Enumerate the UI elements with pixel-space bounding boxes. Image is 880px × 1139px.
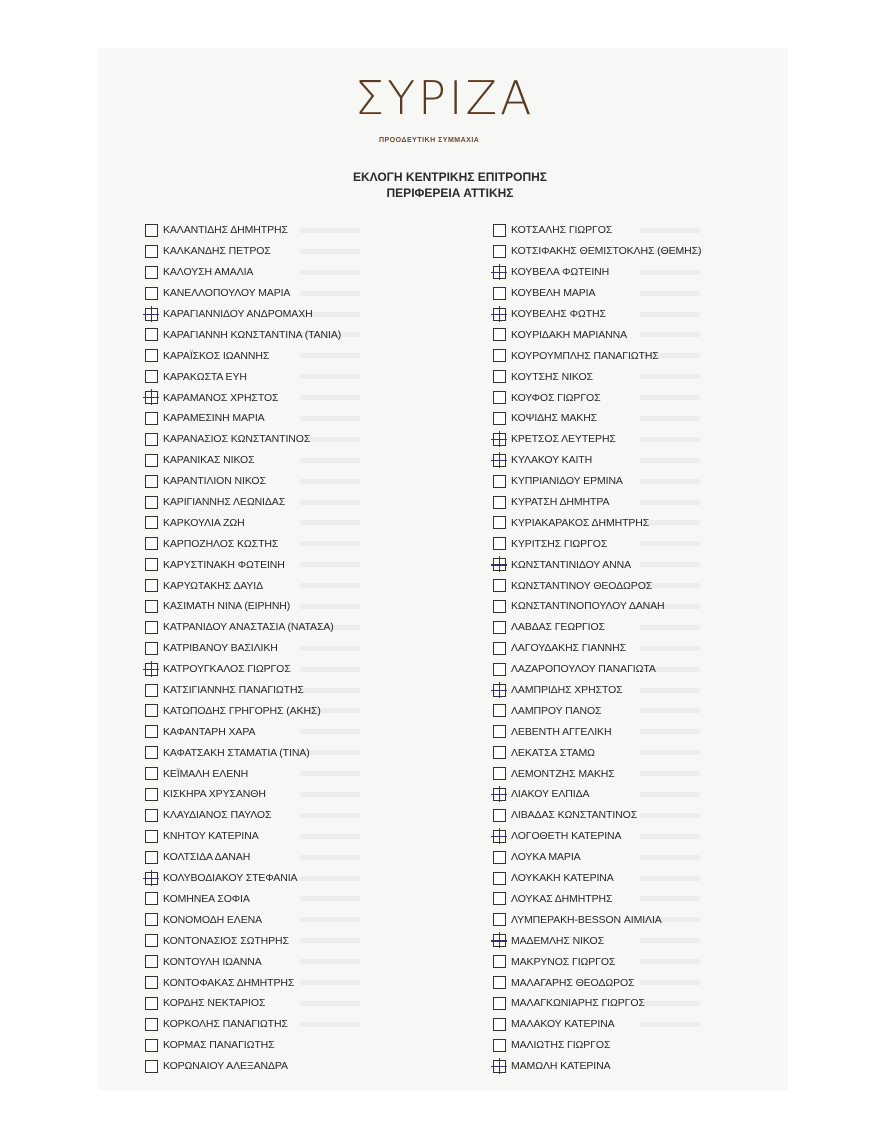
candidate-checkbox[interactable] — [145, 976, 158, 989]
candidate-row[interactable] — [145, 826, 341, 847]
candidate-checkbox[interactable] — [145, 621, 158, 634]
candidate-row[interactable] — [493, 763, 701, 784]
candidate-name: ΚΑΤΡΑΝΙΔΟΥ ΑΝΑΣΤΑΣΙΑ (ΝΑΤΑΣΑ) — [163, 621, 334, 634]
candidate-name: ΚΕΪΜΑΛΗ ΕΛΕΝΗ — [163, 767, 249, 780]
candidate-name: ΛΕΜΟΝΤΖΗΣ ΜΑΚΗΣ — [511, 767, 615, 780]
candidate-checkbox[interactable] — [145, 454, 158, 467]
candidate-row[interactable] — [493, 471, 701, 492]
candidate-checkbox[interactable] — [493, 370, 506, 383]
candidate-list-right — [493, 220, 701, 1077]
candidate-row[interactable] — [493, 659, 701, 680]
candidate-checkbox[interactable] — [493, 809, 506, 822]
candidate-checkbox[interactable] — [145, 287, 158, 300]
candidate-row[interactable] — [493, 408, 701, 429]
candidate-row[interactable] — [493, 742, 701, 763]
candidate-row[interactable] — [145, 721, 341, 742]
candidate-name: ΛΑΖΑΡΟΠΟΥΛΟΥ ΠΑΝΑΓΙΩΤΑ — [511, 663, 656, 676]
candidate-name: ΚΟΜΗΝΕΑ ΣΟΦΙΑ — [163, 892, 250, 905]
candidate-row[interactable] — [493, 220, 701, 241]
candidate-checkbox[interactable] — [145, 475, 158, 488]
candidate-name: ΚΟΨΙΔΗΣ ΜΑΚΗΣ — [511, 412, 598, 425]
candidate-name: ΚΟΥΒΕΛΑ ΦΩΤΕΙΝΗ — [511, 266, 610, 279]
candidate-checkbox[interactable] — [493, 704, 506, 717]
candidate-row[interactable] — [145, 324, 341, 345]
candidate-row[interactable] — [145, 763, 341, 784]
candidate-checkbox[interactable] — [493, 621, 506, 634]
candidate-name: ΚΑΡΑΓΙΑΝΝΗ ΚΩΝΣΤΑΝΤΙΝΑ (ΤΑΝΙΑ) — [163, 328, 342, 341]
candidate-name: ΜΑΛΑΚΟΥ ΚΑΤΕΡΙΝΑ — [511, 1018, 615, 1031]
candidate-checkbox[interactable] — [493, 851, 506, 864]
candidate-name: ΚΑΡΙΓΙΑΝΝΗΣ ΛΕΩΝΙΔΑΣ — [163, 496, 286, 509]
candidate-name: ΛΟΥΚΑ ΜΑΡΙΑ — [511, 851, 581, 864]
candidate-checkbox[interactable] — [145, 955, 158, 968]
candidate-name: ΜΑΔΕΜΛΗΣ ΝΙΚΟΣ — [511, 934, 604, 947]
candidate-row[interactable] — [493, 241, 701, 262]
candidate-row[interactable] — [493, 972, 701, 993]
candidate-row[interactable] — [145, 784, 341, 805]
candidate-name: ΚΑΡΑΪΣΚΟΣ ΙΩΑΝΝΗΣ — [163, 349, 270, 362]
candidate-row[interactable] — [145, 617, 341, 638]
candidate-checkbox[interactable] — [493, 328, 506, 341]
candidate-row[interactable] — [493, 826, 701, 847]
candidate-name: ΛΑΓΟΥΔΑΚΗΣ ΓΙΑΝΝΗΣ — [511, 642, 627, 655]
candidate-checkbox[interactable] — [145, 809, 158, 822]
candidate-row[interactable] — [145, 304, 341, 325]
candidate-name: ΚΟΡΜΑΣ ΠΑΝΑΓΙΩΤΗΣ — [163, 1039, 275, 1052]
candidate-checkbox[interactable] — [145, 579, 158, 592]
candidate-checkbox[interactable] — [493, 746, 506, 759]
candidate-name: ΚΥΡΙΤΣΗΣ ΓΙΩΡΓΟΣ — [511, 537, 608, 550]
candidate-row[interactable] — [145, 680, 341, 701]
candidate-row[interactable] — [493, 387, 701, 408]
candidate-name: ΚΟΤΣΙΦΑΚΗΣ ΘΕΜΙΣΤΟΚΛΗΣ (ΘΕΜΗΣ) — [511, 245, 702, 258]
candidate-checkbox-marked[interactable] — [145, 308, 158, 321]
candidate-row[interactable] — [493, 721, 701, 742]
candidate-row[interactable] — [145, 262, 341, 283]
candidate-row[interactable] — [493, 575, 701, 596]
candidate-name: ΚΩΝΣΤΑΝΤΙΝΟΥ ΘΕΟΔΩΡΟΣ — [511, 579, 653, 592]
candidate-name: ΛΟΥΚΑΣ ΔΗΜΗΤΡΗΣ — [511, 892, 613, 905]
candidate-row[interactable] — [145, 429, 341, 450]
candidate-row[interactable] — [145, 1056, 341, 1077]
candidate-row[interactable] — [493, 533, 701, 554]
candidate-checkbox-marked[interactable] — [493, 788, 506, 801]
candidate-name: ΚΑΡΑΜΕΣΙΝΗ ΜΑΡΙΑ — [163, 412, 265, 425]
candidate-checkbox[interactable] — [145, 1039, 158, 1052]
candidate-row[interactable] — [145, 554, 341, 575]
candidate-checkbox[interactable] — [493, 892, 506, 905]
candidate-name: ΚΑΦΑΝΤΑΡΗ ΧΑΡΑ — [163, 725, 256, 738]
candidate-row[interactable] — [145, 345, 341, 366]
candidate-checkbox[interactable] — [493, 997, 506, 1010]
candidate-checkbox[interactable] — [493, 245, 506, 258]
candidate-checkbox[interactable] — [493, 767, 506, 780]
logo-tagline: ΠΡΟΟΔΕΥΤΙΚΗ ΣΥΜΜΑΧΙΑ — [379, 137, 480, 144]
candidate-row[interactable] — [493, 617, 701, 638]
candidate-name: ΚΑΤΩΠΟΔΗΣ ΓΡΗΓΟΡΗΣ (ΑΚΗΣ) — [163, 704, 321, 717]
candidate-row[interactable] — [145, 1014, 341, 1035]
candidate-name: ΚΥΛΑΚΟΥ ΚΑΙΤΗ — [511, 454, 593, 467]
candidate-name: ΜΑΛΑΓΑΡΗΣ ΘΕΟΔΩΡΟΣ — [511, 976, 635, 989]
candidate-name: ΛΟΓΟΘΕΤΗ ΚΑΤΕΡΙΝΑ — [511, 830, 622, 843]
candidate-row[interactable] — [493, 366, 701, 387]
candidate-row[interactable] — [493, 1035, 701, 1056]
candidate-checkbox-marked[interactable] — [493, 454, 506, 467]
candidate-checkbox[interactable] — [493, 516, 506, 529]
candidate-row[interactable] — [145, 471, 341, 492]
candidate-name: ΚΑΡΚΟΥΛΙΑ ΖΩΗ — [163, 516, 245, 529]
candidate-checkbox[interactable] — [493, 537, 506, 550]
candidate-checkbox[interactable] — [145, 892, 158, 905]
candidate-name: ΚΟΥΒΕΛΗ ΜΑΡΙΑ — [511, 287, 596, 300]
candidate-row[interactable] — [493, 262, 701, 283]
candidate-checkbox[interactable] — [145, 746, 158, 759]
candidate-checkbox[interactable] — [493, 642, 506, 655]
candidate-checkbox[interactable] — [145, 1018, 158, 1031]
candidate-name: ΛΥΜΠΕΡΑΚΗ-BESSON ΑΙΜΙΛΙΑ — [511, 913, 662, 926]
candidate-row[interactable] — [493, 554, 701, 575]
candidate-checkbox[interactable] — [145, 412, 158, 425]
candidate-list-left — [145, 220, 341, 1077]
candidate-row[interactable] — [493, 345, 701, 366]
candidate-row[interactable] — [145, 283, 341, 304]
candidate-checkbox[interactable] — [493, 872, 506, 885]
candidate-name: ΚΟΤΣΑΛΗΣ ΓΙΩΡΓΟΣ — [511, 224, 613, 237]
candidate-checkbox[interactable] — [145, 370, 158, 383]
candidate-row[interactable] — [493, 784, 701, 805]
candidate-checkbox[interactable] — [145, 830, 158, 843]
candidate-row[interactable] — [145, 1035, 341, 1056]
candidate-checkbox[interactable] — [493, 913, 506, 926]
candidate-name: ΚΑΡΑΓΙΑΝΝΙΔΟΥ ΑΝΔΡΟΜΑΧΗ — [163, 308, 313, 320]
candidate-checkbox[interactable] — [493, 496, 506, 509]
candidate-name: ΚΑΛΚΑΝΔΗΣ ΠΕΤΡΟΣ — [163, 245, 271, 258]
candidate-checkbox-marked[interactable] — [145, 872, 158, 885]
candidate-name: ΛΙΒΑΔΑΣ ΚΩΝΣΤΑΝΤΙΝΟΣ — [511, 809, 638, 822]
candidate-name: ΚΑΤΡΟΥΓΚΑΛΟΣ ΓΙΩΡΓΟΣ — [163, 663, 291, 676]
candidate-name: ΚΑΛΟΥΣΗ ΑΜΑΛΙΑ — [163, 266, 254, 279]
candidate-name: ΚΑΣΙΜΑΤΗ ΝΙΝΑ (ΕΙΡΗΝΗ) — [163, 600, 291, 613]
candidate-checkbox[interactable] — [145, 496, 158, 509]
candidate-row[interactable] — [145, 847, 341, 868]
candidate-name: ΚΥΠΡΙΑΝΙΔΟΥ ΕΡΜΙΝΑ — [511, 475, 623, 488]
candidate-name: ΚΑΦΑΤΣΑΚΗ ΣΤΑΜΑΤΙΑ (ΤΙΝΑ) — [163, 746, 310, 759]
candidate-row[interactable] — [145, 972, 341, 993]
candidate-checkbox[interactable] — [493, 663, 506, 676]
candidate-name: ΚΟΛΤΣΙΔΑ ΔΑΝΑΗ — [163, 851, 251, 864]
candidate-name: ΜΑΜΩΛΗ ΚΑΤΕΡΙΝΑ — [511, 1060, 611, 1073]
candidate-row[interactable] — [493, 638, 701, 659]
candidate-row[interactable] — [145, 951, 341, 972]
candidate-row[interactable] — [493, 700, 701, 721]
candidate-name: ΚΑΡΥΩΤΑΚΗΣ ΔΑΥΙΔ — [163, 579, 263, 592]
candidate-row[interactable] — [493, 889, 701, 910]
candidate-row[interactable] — [493, 492, 701, 513]
candidate-name: ΚΑΛΑΝΤΙΔΗΣ ΔΗΜΗΤΡΗΣ — [163, 224, 288, 237]
candidate-row[interactable] — [145, 805, 341, 826]
candidate-name: ΚΑΡΑΝΙΚΑΣ ΝΙΚΟΣ — [163, 454, 255, 467]
ballot-title: ΕΚΛΟΓΗ ΚΕΝΤΡΙΚΗΣ ΕΠΙΤΡΟΠΗΣ — [353, 170, 547, 184]
candidate-row[interactable] — [493, 993, 701, 1014]
candidate-checkbox[interactable] — [145, 516, 158, 529]
candidate-checkbox[interactable] — [145, 328, 158, 341]
candidate-name: ΚΛΑΥΔΙΑΝΟΣ ΠΑΥΛΟΣ — [163, 809, 272, 822]
candidate-checkbox[interactable] — [145, 913, 158, 926]
candidate-checkbox[interactable] — [145, 997, 158, 1010]
candidate-row[interactable] — [493, 951, 701, 972]
candidate-checkbox[interactable] — [493, 955, 506, 968]
candidate-row[interactable] — [493, 324, 701, 345]
candidate-checkbox[interactable] — [145, 349, 158, 362]
candidate-name: ΚΑΝΕΛΛΟΠΟΥΛΟΥ ΜΑΡΙΑ — [163, 287, 291, 300]
candidate-row[interactable] — [145, 512, 341, 533]
candidate-name: ΚΟΡΚΟΛΗΣ ΠΑΝΑΓΙΩΤΗΣ — [163, 1018, 288, 1031]
candidate-name: ΚΥΡΑΤΣΗ ΔΗΜΗΤΡΑ — [511, 496, 610, 509]
candidate-name: ΚΟΝΤΟΥΛΗ ΙΩΑΝΝΑ — [163, 955, 262, 968]
candidate-checkbox[interactable] — [145, 704, 158, 717]
candidate-checkbox[interactable] — [145, 245, 158, 258]
candidate-checkbox[interactable] — [493, 579, 506, 592]
candidate-name: ΚΑΡΑΜΑΝΟΣ ΧΡΗΣΤΟΣ — [163, 391, 279, 404]
candidate-name: ΚΑΤΡΙΒΑΝΟΥ ΒΑΣΙΛΙΚΗ — [163, 642, 278, 655]
candidate-name: ΚΑΡΥΣΤΙΝΑΚΗ ΦΩΤΕΙΝΗ — [163, 558, 285, 571]
candidate-name: ΛΕΚΑΤΣΑ ΣΤΑΜΩ — [511, 746, 595, 759]
candidate-checkbox[interactable] — [493, 475, 506, 488]
candidate-name: ΛΙΑΚΟΥ ΕΛΠΙΔΑ — [511, 788, 590, 801]
candidate-checkbox[interactable] — [145, 684, 158, 697]
candidate-row[interactable] — [493, 1014, 701, 1035]
candidate-row[interactable] — [145, 366, 341, 387]
candidate-row[interactable] — [493, 909, 701, 930]
candidate-checkbox[interactable] — [145, 725, 158, 738]
candidate-checkbox[interactable] — [145, 433, 158, 446]
candidate-row[interactable] — [145, 220, 341, 241]
candidate-name: ΜΑΛΙΩΤΗΣ ΓΙΩΡΓΟΣ — [511, 1039, 611, 1052]
candidate-row[interactable] — [145, 575, 341, 596]
candidate-name: ΚΟΥΡΟΥΜΠΛΗΣ ΠΑΝΑΓΙΩΤΗΣ — [511, 349, 659, 362]
candidate-row[interactable] — [145, 659, 341, 680]
candidate-checkbox[interactable] — [145, 224, 158, 237]
candidate-checkbox[interactable] — [493, 1018, 506, 1031]
candidate-row[interactable] — [145, 408, 341, 429]
candidate-checkbox[interactable] — [145, 851, 158, 864]
ballot-region: ΠΕΡΙΦΕΡΕΙΑ ΑΤΤΙΚΗΣ — [386, 186, 514, 200]
candidate-checkbox[interactable] — [145, 537, 158, 550]
candidate-checkbox[interactable] — [493, 224, 506, 237]
candidate-checkbox[interactable] — [145, 558, 158, 571]
candidate-checkbox-marked[interactable] — [145, 391, 158, 404]
candidate-checkbox[interactable] — [145, 266, 158, 279]
logo-wordmark: ΣΥΡΙΖΑ — [355, 71, 535, 125]
candidate-row[interactable] — [493, 847, 701, 868]
candidate-row[interactable] — [145, 533, 341, 554]
candidate-checkbox-marked[interactable] — [493, 684, 506, 697]
candidate-row[interactable] — [145, 909, 341, 930]
candidate-row[interactable] — [493, 868, 701, 889]
candidate-row[interactable] — [493, 512, 701, 533]
candidate-checkbox[interactable] — [493, 349, 506, 362]
candidate-row[interactable] — [145, 700, 341, 721]
candidate-row[interactable] — [145, 993, 341, 1014]
candidate-name: ΛΑΒΔΑΣ ΓΕΩΡΓΙΟΣ — [511, 621, 605, 634]
candidate-name: ΚΟΝΟΜΟΔΗ ΕΛΕΝΑ — [163, 913, 263, 926]
candidate-row[interactable] — [145, 638, 341, 659]
candidate-checkbox[interactable] — [493, 600, 506, 613]
candidate-name: ΚΟΡΔΗΣ ΝΕΚΤΑΡΙΟΣ — [163, 997, 266, 1010]
candidate-name: ΚΑΡΑΚΩΣΤΑ ΕΥΗ — [163, 370, 247, 383]
candidate-checkbox[interactable] — [493, 976, 506, 989]
candidate-checkbox[interactable] — [145, 1060, 158, 1073]
candidate-row[interactable] — [493, 930, 701, 951]
candidate-row[interactable] — [493, 304, 701, 325]
candidate-checkbox-marked[interactable] — [493, 830, 506, 843]
candidate-row[interactable] — [145, 889, 341, 910]
candidate-name: ΚΟΥΦΟΣ ΓΙΩΡΓΟΣ — [511, 391, 601, 404]
candidate-checkbox[interactable] — [145, 767, 158, 780]
candidate-row[interactable] — [493, 805, 701, 826]
candidate-checkbox-marked[interactable] — [493, 558, 506, 571]
candidate-checkbox[interactable] — [493, 412, 506, 425]
candidate-name: ΛΕΒΕΝΤΗ ΑΓΓΕΛΙΚΗ — [511, 725, 612, 738]
candidate-checkbox[interactable] — [493, 725, 506, 738]
candidate-name: ΚΟΝΤΟΝΑΣΙΟΣ ΣΩΤΗΡΗΣ — [163, 934, 289, 947]
candidate-row[interactable] — [493, 429, 701, 450]
candidate-row[interactable] — [493, 680, 701, 701]
candidate-checkbox-marked[interactable] — [493, 266, 506, 279]
candidate-name: ΛΑΜΠΡΙΔΗΣ ΧΡΗΣΤΟΣ — [511, 684, 623, 697]
candidate-name: ΚΟΥΒΕΛΗΣ ΦΩΤΗΣ — [511, 308, 606, 320]
candidate-row[interactable] — [493, 596, 701, 617]
candidate-name: ΚΝΗΤΟΥ ΚΑΤΕΡΙΝΑ — [163, 830, 259, 843]
candidate-name: ΚΙΣΚΗΡΑ ΧΡΥΣΑΝΘΗ — [163, 788, 266, 801]
candidate-name: ΚΡΕΤΣΟΣ ΛΕΥΤΕΡΗΣ — [511, 433, 616, 446]
party-logo — [355, 70, 555, 130]
candidate-checkbox-marked[interactable] — [145, 663, 158, 676]
candidate-checkbox[interactable] — [493, 287, 506, 300]
candidate-checkbox[interactable] — [145, 788, 158, 801]
candidate-checkbox-marked[interactable] — [493, 1060, 506, 1073]
candidate-name: ΚΩΝΣΤΑΝΤΙΝΙΔΟΥ ΑΝΝΑ — [511, 558, 632, 571]
candidate-name: ΚΑΡΑΝΑΣΙΟΣ ΚΩΝΣΤΑΝΤΙΝΟΣ — [163, 433, 311, 446]
candidate-row[interactable] — [145, 241, 341, 262]
candidate-name: ΚΑΡΑΝΤΙΛΙΟΝ ΝΙΚΟΣ — [163, 475, 266, 488]
candidate-name: ΚΟΝΤΟΦΑΚΑΣ ΔΗΜΗΤΡΗΣ — [163, 976, 295, 989]
candidate-name: ΚΟΥΡΙΔΑΚΗ ΜΑΡΙΑΝΝΑ — [511, 328, 627, 341]
candidate-name: ΚΩΝΣΤΑΝΤΙΝΟΠΟΥΛΟΥ ΔΑΝΑΗ — [511, 600, 665, 613]
candidate-row[interactable] — [145, 387, 341, 408]
candidate-row[interactable] — [145, 868, 341, 889]
candidate-name: ΜΑΚΡΥΝΟΣ ΓΙΩΡΓΟΣ — [511, 955, 616, 968]
candidate-row[interactable] — [493, 1056, 701, 1077]
candidate-name: ΚΟΡΩΝΑΙΟΥ ΑΛΕΞΑΝΔΡΑ — [163, 1060, 288, 1073]
candidate-checkbox[interactable] — [145, 642, 158, 655]
candidate-checkbox[interactable] — [145, 934, 158, 947]
candidate-row[interactable] — [145, 492, 341, 513]
candidate-name: ΛΑΜΠΡΟΥ ΠΑΝΟΣ — [511, 704, 602, 717]
candidate-checkbox[interactable] — [145, 600, 158, 613]
candidate-name: ΜΑΛΑΓΚΩΝΙΑΡΗΣ ΓΙΩΡΓΟΣ — [511, 997, 645, 1010]
candidate-checkbox-marked[interactable] — [493, 934, 506, 947]
candidate-row[interactable] — [145, 930, 341, 951]
candidate-name: ΚΟΥΤΣΗΣ ΝΙΚΟΣ — [511, 370, 593, 383]
candidate-name: ΚΑΤΣΙΓΙΑΝΝΗΣ ΠΑΝΑΓΙΩΤΗΣ — [163, 684, 304, 697]
candidate-name: ΚΟΛΥΒΟΔΙΑΚΟΥ ΣΤΕΦΑΝΙΑ — [163, 872, 298, 885]
candidate-checkbox-marked[interactable] — [493, 308, 506, 321]
candidate-row[interactable] — [145, 742, 341, 763]
candidate-row[interactable] — [493, 283, 701, 304]
candidate-checkbox[interactable] — [493, 1039, 506, 1052]
candidate-name: ΚΥΡΙΑΚΑΡΑΚΟΣ ΔΗΜΗΤΡΗΣ — [511, 516, 650, 529]
candidate-name: ΚΑΡΠΟΖΗΛΟΣ ΚΩΣΤΗΣ — [163, 537, 279, 550]
candidate-row[interactable] — [145, 596, 341, 617]
candidate-name: ΛΟΥΚΑΚΗ ΚΑΤΕΡΙΝΑ — [511, 872, 614, 885]
candidate-row[interactable] — [145, 450, 341, 471]
candidate-checkbox[interactable] — [493, 391, 506, 404]
candidate-checkbox-marked[interactable] — [493, 433, 506, 446]
candidate-row[interactable] — [493, 450, 701, 471]
